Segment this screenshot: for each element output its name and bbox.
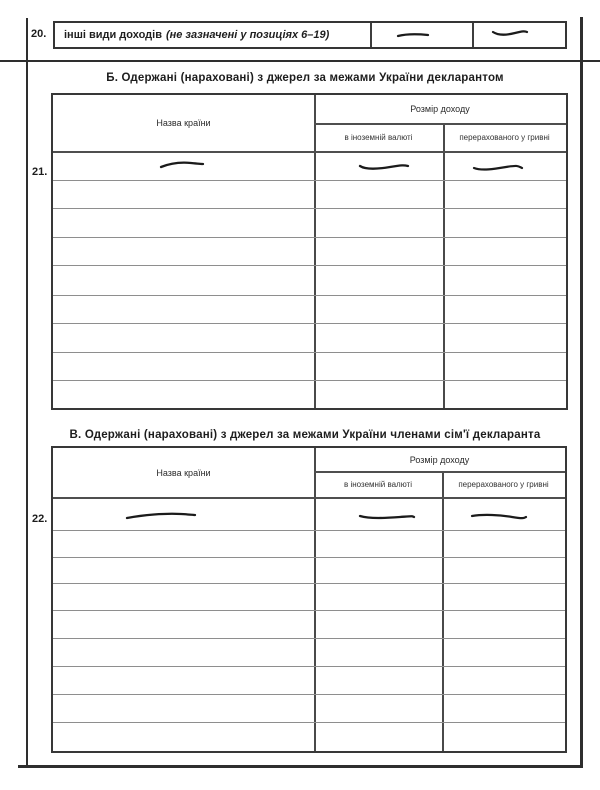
page-right-rule [580, 17, 583, 767]
other-income-label-main: інші види доходів [64, 29, 162, 41]
section-b-title: Б. Одержані (нараховані) з джерел за межами України декларантом [106, 72, 504, 84]
table-row-line [53, 180, 566, 181]
handwritten-dash [472, 162, 524, 174]
table-row-line [53, 265, 566, 266]
row-20-divider-2 [472, 23, 474, 47]
page-left-rule [26, 18, 28, 767]
handwritten-dash [358, 511, 416, 523]
hryvnia-header: перерахованого у гривні [459, 132, 550, 142]
handwritten-dash [125, 510, 197, 522]
row-20-divider-1 [370, 23, 372, 47]
table-row-line [53, 557, 565, 558]
section-b-table [51, 93, 568, 410]
other-income-label-note: (не зазначені у позиціях 6–19) [165, 29, 330, 41]
subcolumn-divider [442, 471, 444, 751]
country-column-header: Назва країни [156, 118, 211, 128]
row-number-21: 21. [32, 166, 48, 178]
section-v-title: В. Одержані (нараховані) з джерел за межами України членами сім'ї декларанта [69, 429, 541, 441]
table-row-line [53, 530, 565, 531]
handwritten-dash [159, 159, 205, 171]
handwritten-dash [396, 30, 430, 40]
table-row-line [53, 323, 566, 324]
handwritten-dash [358, 161, 410, 173]
table-row-line [53, 208, 566, 209]
table-row-line [53, 638, 565, 639]
section-v-table [51, 446, 567, 753]
section-top-rule [0, 60, 600, 62]
table-row-line [53, 610, 565, 611]
table-row-line [53, 583, 565, 584]
foreign-currency-header: в іноземній валюті [344, 132, 413, 142]
table-row-line [53, 694, 565, 695]
table-row-line [53, 237, 566, 238]
section-bottom-rule [18, 765, 583, 768]
row-20-box [53, 21, 567, 49]
row-number-22: 22. [32, 513, 48, 525]
table-row-line [53, 380, 566, 381]
header-bottom-line [53, 497, 565, 499]
income-size-header: Розмір доходу [409, 454, 470, 465]
table-row-line [53, 722, 565, 723]
other-income-label [64, 23, 329, 47]
hryvnia-header: перерахованого у гривні [458, 479, 549, 489]
table-row-line [53, 352, 566, 353]
table-row-line [53, 295, 566, 296]
table-row-line [53, 666, 565, 667]
handwritten-dash [470, 510, 528, 522]
foreign-currency-header: в іноземній валюті [344, 479, 412, 489]
row-number-20: 20. [31, 28, 47, 40]
header-bottom-line [53, 151, 566, 153]
income-size-header: Розмір доходу [410, 104, 470, 114]
country-column-header: Назва країни [156, 467, 211, 478]
handwritten-dash [491, 27, 529, 39]
